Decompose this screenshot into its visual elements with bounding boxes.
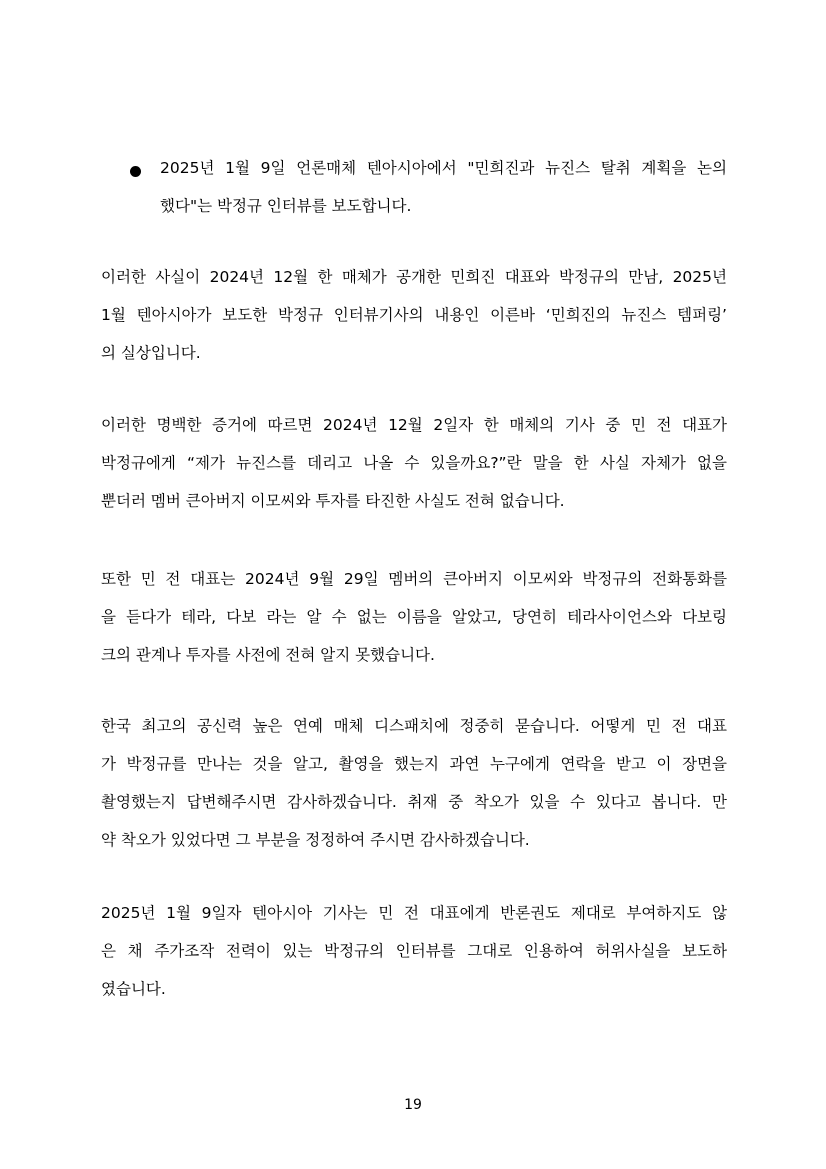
paragraph-line: 이러한 사실이 2024년 12월 한 매체가 공개한 민희진 대표와 박정규의 만남, 2025년	[101, 268, 727, 286]
paragraph-line: 약 착오가 있었다면 그 부분을 정정하여 주시면 감사하겠습니다.	[101, 831, 530, 849]
paragraph-line: 을 듣다가 테라, 다보 라는 알 수 없는 이름을 알았고, 당연히 테라사이언스와 다보링	[101, 608, 727, 626]
paragraph-line: 크의 관계나 투자를 사전에 전혀 알지 못했습니다.	[101, 646, 435, 664]
paragraph-line: 뿐더러 멤버 큰아버지 이모씨와 투자를 타진한 사실도 전혀 없습니다.	[101, 492, 565, 510]
page-number: 19	[404, 1097, 422, 1113]
paragraph-line: 2025년 1월 9일자 텐아시아 기사는 민 전 대표에게 반론권도 제대로 부여하지도 않	[101, 904, 727, 922]
bullet-line: 했다"는 박정규 인터뷰를 보도합니다.	[160, 197, 412, 215]
paragraph-line: 1월 텐아시아가 보도한 박정규 인터뷰기사의 내용인 이른바 ‘민희진의 뉴진스 템퍼링’	[101, 306, 727, 324]
paragraph-line: 가 박정규를 만나는 것을 알고, 촬영을 했는지 과연 누구에게 연락을 받고 이 장면을	[101, 755, 727, 773]
paragraph-line: 였습니다.	[101, 980, 166, 998]
paragraph-line: 은 채 주가조작 전력이 있는 박정규의 인터뷰를 그대로 인용하여 허위사실을 보도하	[101, 942, 727, 960]
bullet-line: 2025년 1월 9일 언론매체 텐아시아에서 "민희진과 뉴진스 탈취 계획을 논의	[160, 159, 727, 177]
paragraph-line: 한국 최고의 공신력 높은 연예 매체 디스패치에 정중히 묻습니다. 어떻게 민 전 대표	[101, 717, 727, 735]
paragraph-line: 의 실상입니다.	[101, 344, 201, 362]
bullet-dot-icon	[130, 166, 141, 177]
paragraph-line: 박정규에게 “제가 뉴진스를 데리고 나올 수 있을까요?”란 말을 한 사실 자체가 없을	[101, 454, 727, 472]
paragraph-line: 촬영했는지 답변해주시면 감사하겠습니다. 취재 중 착오가 있을 수 있다고 봅니다. 만	[101, 793, 727, 811]
paragraph-line: 이러한 명백한 증거에 따르면 2024년 12월 2일자 한 매체의 기사 중 민 전 대표가	[101, 416, 727, 434]
paragraph-line: 또한 민 전 대표는 2024년 9월 29일 멤버의 큰아버지 이모씨와 박정규의 전화통화를	[101, 570, 727, 588]
